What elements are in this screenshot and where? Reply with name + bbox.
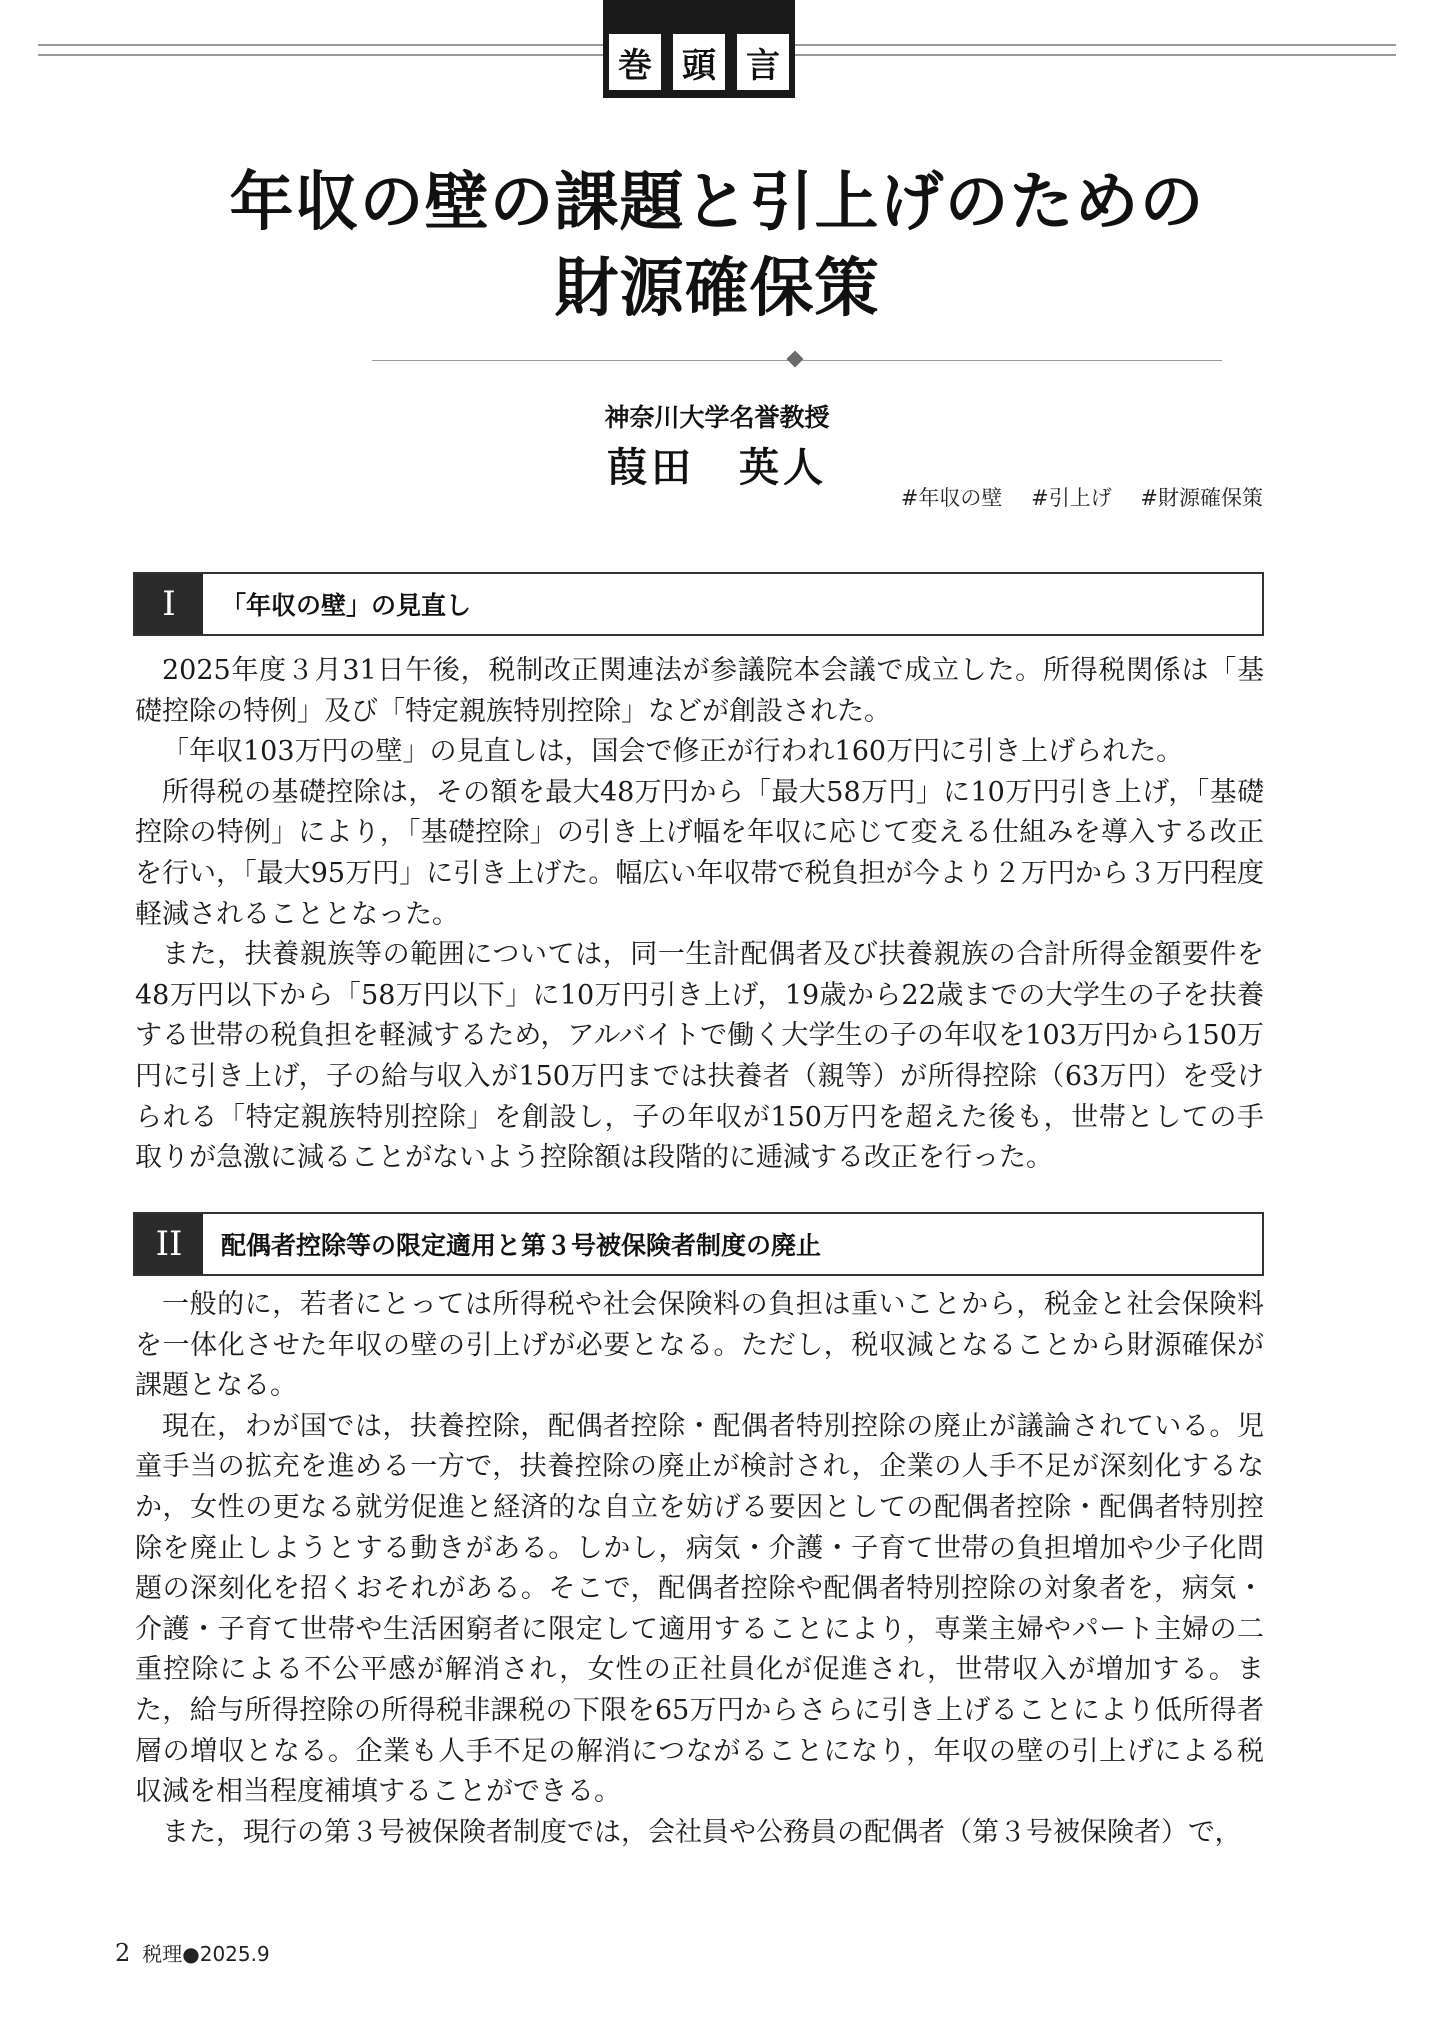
title-line: 財源確保策	[554, 252, 880, 326]
tab-char: 巻	[609, 34, 661, 90]
diamond-ornament-icon	[787, 351, 804, 368]
title-divider	[372, 360, 1222, 362]
article-title	[0, 160, 1434, 332]
body-paragraph: また，扶養親族等の範囲については，同一生計配偶者及び扶養親族の合計所得金額要件を48万円以下から「58万円以下」に10万円引き上げ，19歳から22歳までの大学生の子を扶養する世帯の税負担を軽減するため，アルバイトで働く大学生の子の年収を103万円から150万円に引き上げ，子の給与収入が150万円までは扶養者（親等）が所得控除（63万円）を受けられる「特定親族特別控除」を創設し，子の年収が150万円を超えた後も，世帯としての手取りが急激に減ることがないよう控除額は段階的に逓減する改正を行った。	[135, 939, 1264, 1174]
page-number: 2	[115, 1939, 131, 1967]
journal-name: 税理	[142, 1942, 183, 1966]
author-affiliation: 神奈川大学名誉教授	[604, 403, 830, 432]
author-name: 葭田 英人	[607, 444, 827, 491]
body-paragraph: 一般的に，若者にとっては所得税や社会保険料の負担は重いことから，税金と社会保険料を一体化させた年収の壁の引上げが必要となる。ただし，税収減となることから財源確保が課題となる。	[135, 1289, 1264, 1402]
body-paragraph: 所得税の基礎控除は，その額を最大48万円から「最大58万円」に10万円引き上げ，「基礎控除の特例」により，「基礎控除」の引き上げ幅を年収に応じて変える仕組みを導入する改正を行い，「最大95万円」に引き上げた。幅広い年収帯で税負担が今より２万円から３万円程度軽減されることとなった。	[135, 776, 1264, 930]
hashtag: #引上げ	[1031, 486, 1112, 510]
section-heading	[133, 1212, 1264, 1276]
title-line: 年収の壁の課題と引上げのための	[229, 166, 1205, 240]
section-body	[135, 651, 1264, 1179]
hashtag: #年収の壁	[900, 486, 1003, 510]
tab-char-box	[731, 0, 795, 98]
hashtag-list	[879, 482, 1263, 512]
tab-char-box	[603, 0, 667, 98]
body-paragraph: 現在，わが国では，扶養控除，配偶者控除・配偶者特別控除の廃止が議論されている。児童手当の拡充を進める一方で，扶養控除の廃止が検討され，企業の人手不足が深刻化するなか，女性の更なる就労促進と経済的な自立を妨げる要因としての配偶者控除・配偶者特別控除を廃止しようとする動きがある。しかし，病気・介護・子育て世帯の負担増加や少子化問題の深刻化を招くおそれがある。そこで，配偶者控除や配偶者特別控除の対象者を，病気・介護・子育て世帯や生活困窮者に限定して適用することにより，専業主婦やパート主婦の二重控除による不公平感が解消され，女性の正社員化が促進され，世帯収入が増加する。また，給与所得控除の所得税非課税の下限を65万円からさらに引き上げることにより低所得者層の増収となる。企業も人手不足の解消につながることになり，年収の壁の引上げによる税収減を相当程度補填することができる。	[135, 1410, 1264, 1808]
issue-date: 2025.9	[199, 1942, 270, 1966]
body-paragraph: また，現行の第３号被保険者制度では，会社員や公務員の配偶者（第３号被保険者）で，	[162, 1816, 1242, 1848]
section-body	[135, 1285, 1264, 1853]
body-paragraph: 2025年度３月31日午後，税制改正関連法が参議院本会議で成立した。所得税関係は「基礎控除の特例」及び「特定親族特別控除」などが創設された。	[135, 655, 1264, 727]
hashtag: #財源確保策	[1140, 486, 1263, 510]
bullet-icon: ●	[182, 1942, 200, 1966]
tab-char-box	[667, 0, 731, 98]
section-heading	[133, 572, 1264, 636]
tab-char: 言	[737, 34, 789, 90]
section-label-tabs	[603, 0, 795, 98]
section-number: II	[135, 1214, 203, 1274]
section-title: 配偶者控除等の限定適用と第３号被保険者制度の廃止	[221, 1231, 822, 1260]
section-number: I	[135, 574, 203, 634]
tab-char: 頭	[673, 34, 725, 90]
section-title: 「年収の壁」の見直し	[221, 591, 472, 620]
page-footer	[115, 1938, 270, 1967]
body-paragraph: 「年収103万円の壁」の見直しは，国会で修正が行われ160万円に引き上げられた。	[162, 736, 1184, 768]
